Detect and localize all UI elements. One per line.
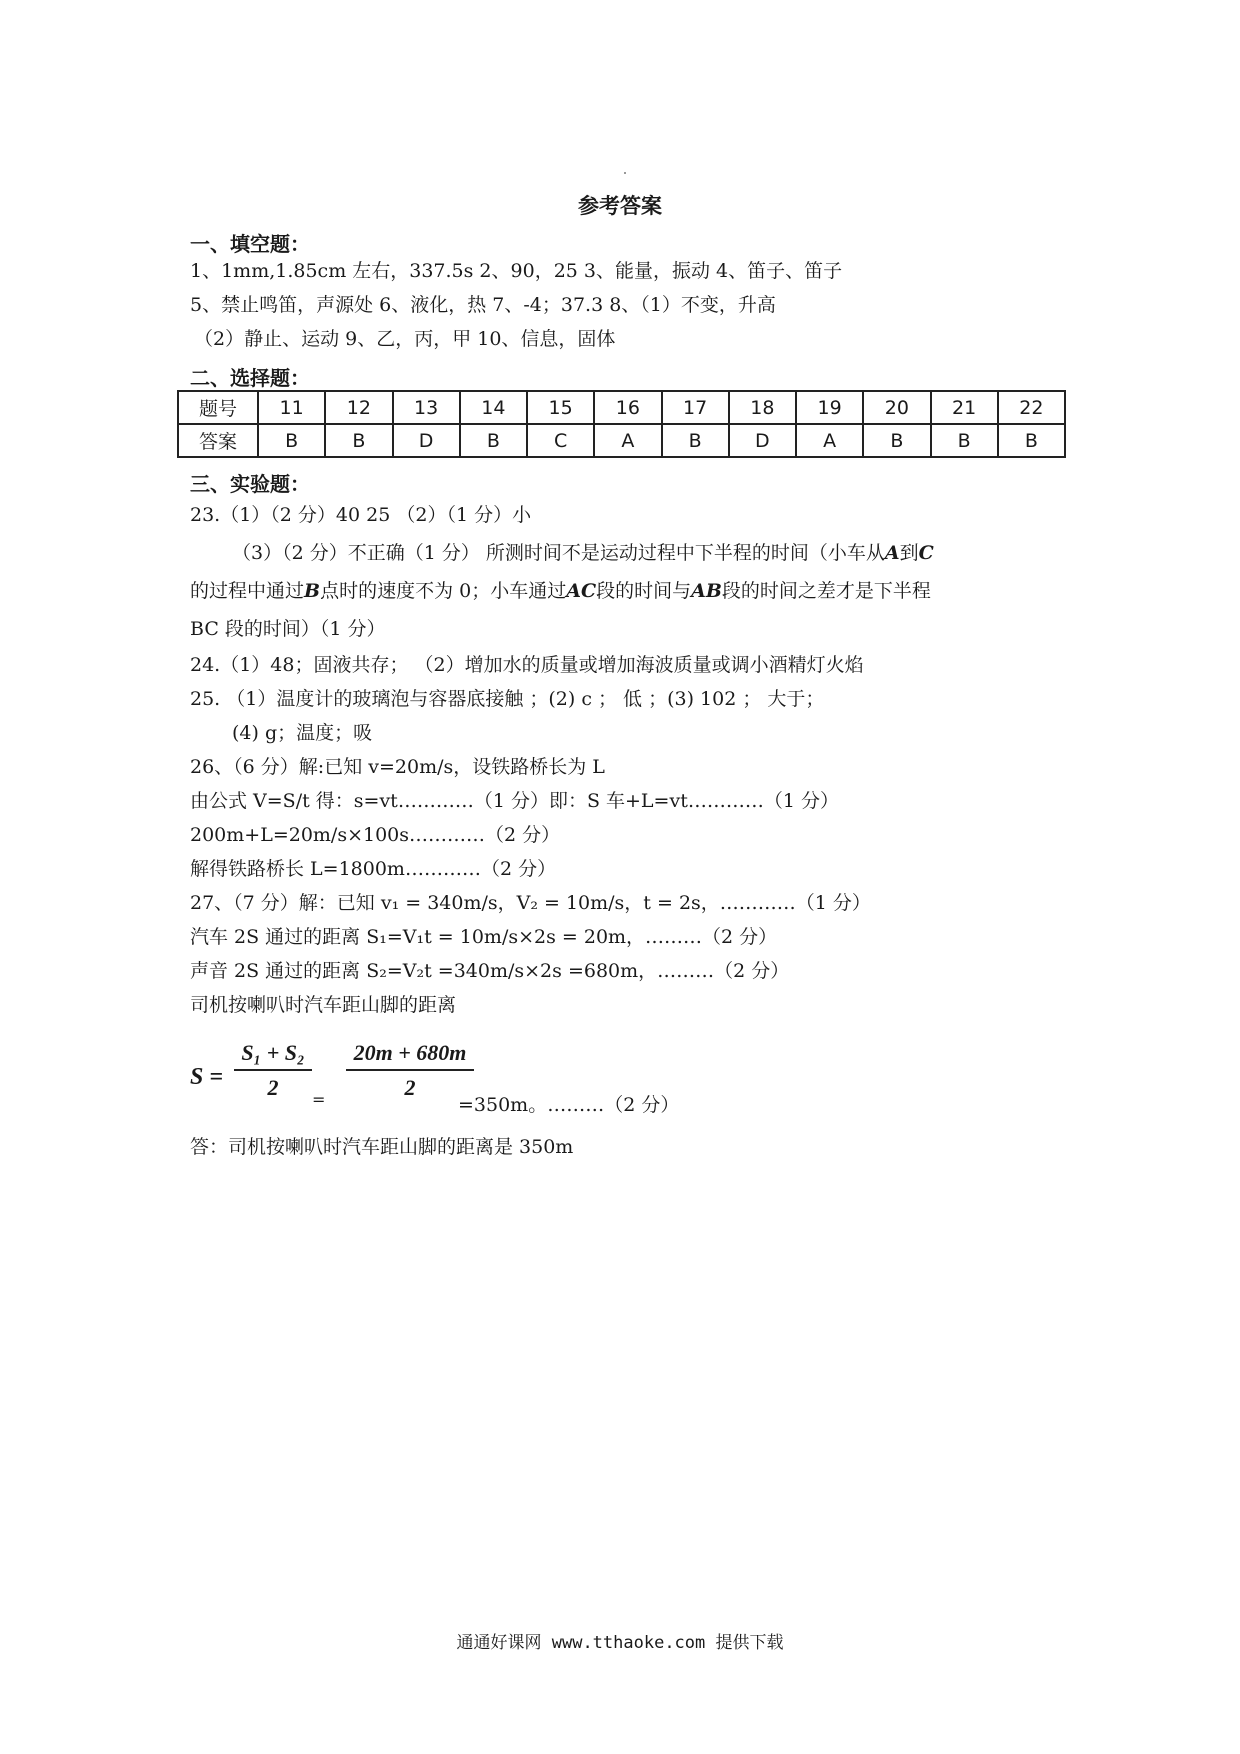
fraction-numerator: 20m + 680m xyxy=(353,1040,467,1065)
q27-line-3: 声音 2S 通过的距离 S₂=V₂t =340m/s×2s =680m，………（2 分） xyxy=(190,960,790,982)
table-cell: B xyxy=(662,424,729,457)
table-cell: 20 xyxy=(863,391,930,424)
q23-line-3-mid2: 段的时间与 xyxy=(596,580,692,602)
table-cell: D xyxy=(393,424,460,457)
fraction-bar xyxy=(346,1069,474,1071)
formula-lhs: S = xyxy=(190,1064,224,1090)
q23-line-3-pre: 的过程中通过 xyxy=(190,580,305,602)
table-cell: A xyxy=(796,424,863,457)
q23-line-2-mid: 到 xyxy=(899,542,919,564)
section-heading-experiment: 三、实验题： xyxy=(190,472,310,496)
table-row-numbers xyxy=(178,391,1065,424)
q26-line-3: 200m+L=20m/s×100s…………（2 分） xyxy=(190,824,561,846)
segment-ab-label: AB xyxy=(691,580,722,602)
table-cell: B xyxy=(258,424,325,457)
q26-line-2: 由公式 V=S/t 得：s=vt…………（1 分）即：S 车+L=vt…………（1 分） xyxy=(190,790,839,812)
table-row-answers xyxy=(178,424,1065,457)
page-title: 参考答案 xyxy=(578,194,662,218)
q23-line-2 xyxy=(232,544,934,563)
fill-line-2: 5、禁止鸣笛，声源处 6、液化，热 7、-4；37.3 8、（1）不变，升高 xyxy=(190,294,776,316)
answer-table xyxy=(177,390,1066,458)
table-cell: D xyxy=(729,424,796,457)
q26-line-4: 解得铁路桥长 L=1800m…………（2 分） xyxy=(190,858,557,880)
table-cell: B xyxy=(460,424,527,457)
q25-line-2: (4) g；温度；吸 xyxy=(232,722,373,744)
table-cell: B xyxy=(998,424,1065,457)
point-b-label: B xyxy=(304,580,321,602)
row-label-answer: 答案 xyxy=(178,424,258,457)
distance-formula xyxy=(190,1038,710,1118)
table-cell: 17 xyxy=(662,391,729,424)
stray-dot xyxy=(624,172,626,174)
q27-line-2: 汽车 2S 通过的距离 S₁=V₁t = 10m/s×2s = 20m，………（2 分） xyxy=(190,926,778,948)
table-cell: 22 xyxy=(998,391,1065,424)
table-cell: A xyxy=(594,424,661,457)
table-cell: B xyxy=(325,424,392,457)
table-cell: 19 xyxy=(796,391,863,424)
footer-download-note: 通通好课网 www.tthaoke.com 提供下载 xyxy=(456,1633,784,1653)
table-cell: 13 xyxy=(393,391,460,424)
fraction-bar xyxy=(234,1069,312,1071)
segment-ac-label: AC xyxy=(566,580,597,602)
q23-line-3-post: 段的时间之差才是下半程 xyxy=(721,580,931,602)
table-cell: 14 xyxy=(460,391,527,424)
table-cell: B xyxy=(863,424,930,457)
table-cell: 21 xyxy=(931,391,998,424)
formula-equals: = xyxy=(312,1090,326,1109)
table-cell: 11 xyxy=(258,391,325,424)
fraction-values xyxy=(346,1042,474,1099)
fraction-sum-distances xyxy=(234,1042,312,1099)
table-cell: 15 xyxy=(527,391,594,424)
table-cell: 16 xyxy=(594,391,661,424)
q23-line-3 xyxy=(190,582,931,601)
q27-line-1: 27、（7 分）解：已知 v₁ = 340m/s，V₂ = 10m/s，t = 2s，…………（1 分） xyxy=(190,892,871,914)
fraction-numerator: S₁ + S₂ xyxy=(241,1040,305,1065)
table-cell: 12 xyxy=(325,391,392,424)
q25-line-1: 25. （1）温度计的玻璃泡与容器底接触 ；(2) c ； 低 ；(3) 102 ； 大于； xyxy=(190,688,825,710)
row-label-number: 题号 xyxy=(178,391,258,424)
q27-line-4: 司机按喇叭时汽车距山脚的距离 xyxy=(190,994,457,1016)
fraction-denominator: 2 xyxy=(267,1075,279,1100)
q23-line-4: BC 段的时间）（1 分） xyxy=(190,618,386,640)
section-heading-choice: 二、选择题： xyxy=(190,366,310,390)
q24-line: 24.（1）48；固液共存； （2）增加水的质量或增加海波质量或调小酒精灯火焰 xyxy=(190,654,864,676)
q23-line-2-text: （3）（2 分）不正确（1 分） 所测时间不是运动过程中下半程的时间（小车从 xyxy=(232,542,885,564)
table-cell: C xyxy=(527,424,594,457)
q23-line-3-mid: 点时的速度不为 0；小车通过 xyxy=(320,580,567,602)
point-c-label: C xyxy=(918,542,934,564)
section-heading-fill: 一、填空题： xyxy=(190,232,310,256)
fill-line-3: （2）静止、运动 9、乙，丙，甲 10、信息，固体 xyxy=(194,328,616,350)
q23-line-1: 23.（1）（2 分）40 25 （2）（1 分）小 xyxy=(190,504,532,526)
fill-line-1: 1、1mm,1.85cm 左右，337.5s 2、90，25 3、能量，振动 4、笛子、笛子 xyxy=(190,260,843,282)
q26-line-1: 26、（6 分）解:已知 v=20m/s，设铁路桥长为 L xyxy=(190,756,605,778)
table-cell: 18 xyxy=(729,391,796,424)
point-a-label: A xyxy=(884,542,900,564)
table-cell: B xyxy=(931,424,998,457)
fraction-denominator: 2 xyxy=(404,1075,416,1100)
final-answer: 答：司机按喇叭时汽车距山脚的距离是 350m xyxy=(190,1136,574,1158)
formula-result: =350m。………（2 分） xyxy=(458,1094,680,1116)
